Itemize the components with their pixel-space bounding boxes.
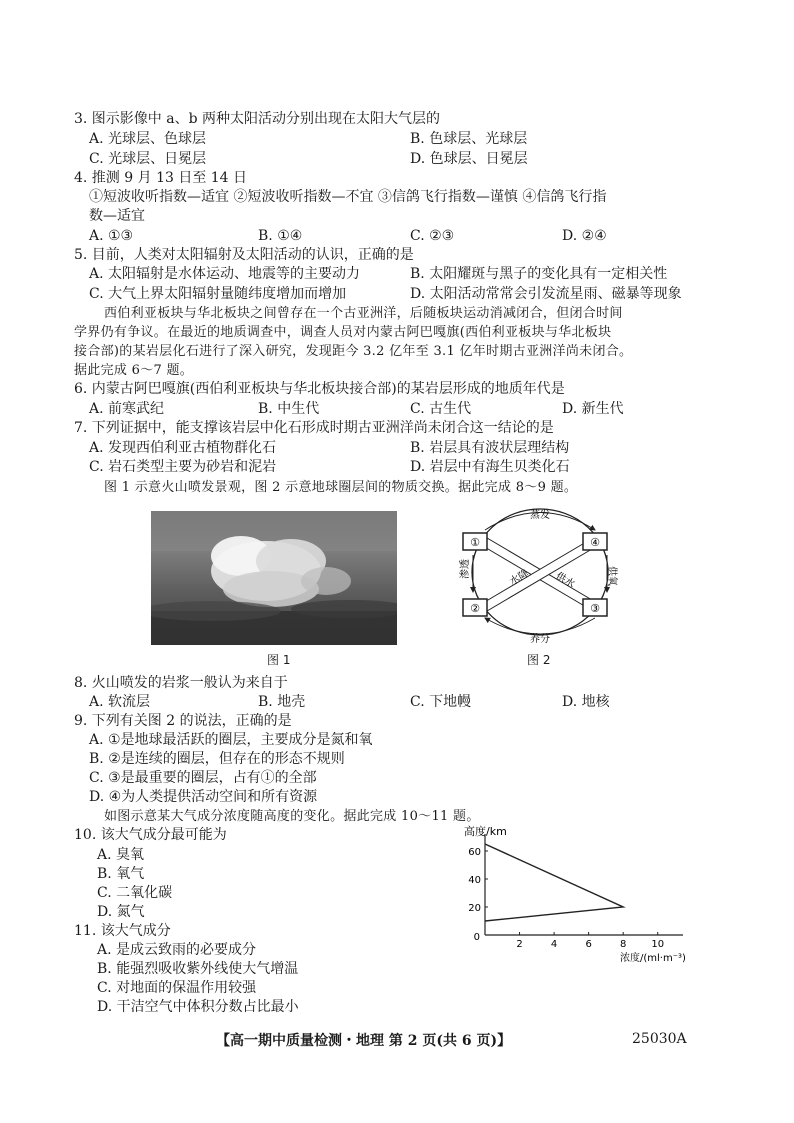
q11-stem: 11. 该大气成分 <box>74 923 171 939</box>
q4-stem: 4. 推测 9 月 13 日至 14 日 <box>74 170 248 186</box>
q10-stem: 10. 该大气成分最可能为 <box>74 827 227 843</box>
sphere-label-3: ③ <box>590 602 600 615</box>
chart-ylabel: 高度/km <box>464 825 507 838</box>
chart-x-tick-label: 8 <box>619 939 627 950</box>
q8-option-a: A. 软流层 <box>89 694 151 710</box>
label-precipitation: 水降 <box>507 568 531 588</box>
chart-series-line <box>485 844 623 921</box>
label-seepage: 渗透 <box>460 559 471 579</box>
q7-option-b: B. 岩层具有波状层理结构 <box>410 440 570 456</box>
volcano-eruption-photo <box>151 511 397 645</box>
chart-x-tick-label: 4 <box>550 939 558 950</box>
q8-option-b: B. 地壳 <box>258 694 306 710</box>
footer-code: 25030A <box>632 1031 687 1047</box>
q3-stem: 3. 图示影像中 a、b 两种太阳活动分别出现在太阳大气层的 <box>74 111 441 127</box>
intro-6-7-line3: 接合部)的某岩层化石进行了深入研究，发现距今 3.2 亿年至 3.1 亿年时期古亚洲洋尚未闭合。 <box>74 344 633 359</box>
sphere-exchange-diagram <box>455 500 625 650</box>
q5-option-b: B. 太阳耀斑与黑子的变化具有一定相关性 <box>410 266 668 282</box>
intro-6-7-line1: 西伯利亚板块与华北板块之间曾存在一个古亚洲洋，后随板块运动消减闭合，但闭合时间 <box>104 306 623 321</box>
q4-option-b: B. ①④ <box>258 228 303 244</box>
q9-option-d: D. ④为人类提供活动空间和所有资源 <box>89 789 318 805</box>
q6-option-a: A. 前寒武纪 <box>89 401 165 417</box>
sphere-label-2: ② <box>470 602 480 615</box>
q4-items-line2: 数—适宜 <box>89 208 145 224</box>
label-evaporation: 蒸发 <box>530 510 550 521</box>
q4-items-line1: ①短波收听指数—适宜 ②短波收听指数—不宜 ③信鸽飞行指数—谨慎 ④信鸽飞行指 <box>89 189 607 205</box>
sphere-label-1: ① <box>470 536 480 549</box>
chart-origin-label: 0 <box>473 932 480 943</box>
q9-option-a: A. ①是地球最活跃的圈层，主要成分是氮和氧 <box>89 732 373 748</box>
q7-option-c: C. 岩石类型主要为砂岩和泥岩 <box>89 459 277 475</box>
chart-y-tick-label: 40 <box>468 875 481 886</box>
q3-option-c: C. 光球层、日冕层 <box>89 151 207 167</box>
q5-option-c: C. 大气上界太阳辐射量随纬度增加而增加 <box>89 286 347 302</box>
q5-stem: 5. 目前，人类对太阳辐射及太阳活动的认识，正确的是 <box>74 247 414 263</box>
chart-y-tick-label: 60 <box>468 847 481 858</box>
q10-option-c: C. 二氧化碳 <box>97 885 173 901</box>
q4-option-a: A. ①③ <box>89 228 134 244</box>
q6-option-c: C. 古生代 <box>410 401 472 417</box>
q11-option-c: C. 对地面的保温作用较强 <box>97 980 257 996</box>
concentration-height-chart <box>450 822 700 967</box>
q6-option-d: D. 新生代 <box>562 401 624 417</box>
q4-option-d: D. ②④ <box>562 228 607 244</box>
q5-option-d: D. 太阳活动常常会引发流星雨、磁暴等现象 <box>410 286 682 302</box>
q8-option-d: D. 地核 <box>562 694 610 710</box>
intro-6-7-line2: 学界仍有争议。在最近的地质调查中，调查人员对内蒙古阿巴嘎旗(西伯利亚板块与华北板块 <box>74 325 612 340</box>
intro-10-11: 如图示意某大气成分浓度随高度的变化。据此完成 10～11 题。 <box>104 809 480 824</box>
q8-stem: 8. 火山喷发的岩浆一般认为来自于 <box>74 675 288 691</box>
q3-option-b: B. 色球层、光球层 <box>410 131 528 147</box>
q6-option-b: B. 中生代 <box>258 401 320 417</box>
chart-x-tick-label: 6 <box>585 939 592 950</box>
q4-option-c: C. ②③ <box>410 228 455 244</box>
chart-y-tick-label: 20 <box>468 903 481 914</box>
q6-stem: 6. 内蒙古阿巴嘎旗(西伯利亚板块与华北板块接合部)的某岩层形成的地质年代是 <box>74 381 565 397</box>
arrow-bottom <box>485 618 595 634</box>
q3-option-a: A. 光球层、色球层 <box>89 131 207 147</box>
q10-option-a: A. 臭氧 <box>97 847 145 863</box>
q9-stem: 9. 下列有关图 2 的说法，正确的是 <box>74 713 292 729</box>
q3-option-d: D. 色球层、日冕层 <box>410 151 528 167</box>
chart-x-tick-label: 2 <box>516 939 523 950</box>
q5-option-a: A. 太阳辐射是水体运动、地震等的主要动力 <box>89 266 361 282</box>
footer-title: 【高一期中质量检测・地理 第 2 页(共 6 页)】 <box>216 1033 512 1049</box>
fig2-caption: 图 2 <box>527 653 551 667</box>
sphere-label-4: ④ <box>590 536 600 549</box>
q9-option-c: C. ③是最重要的圈层，占有①的全部 <box>89 770 317 786</box>
q10-option-d: D. 氮气 <box>97 904 145 920</box>
q11-option-b: B. 能强烈吸收紫外线使大气增温 <box>97 961 299 977</box>
intro-6-7-line4: 据此完成 6～7 题。 <box>74 363 194 378</box>
fig1-caption: 图 1 <box>267 653 291 667</box>
chart-x-tick-label: 10 <box>651 939 665 950</box>
q11-option-a: A. 是成云致雨的必要成分 <box>97 942 257 958</box>
label-oxygen-supply: 供氧 <box>606 566 617 586</box>
q8-option-c: C. 下地幔 <box>410 694 472 710</box>
q9-option-b: B. ②是连续的圈层，但存在的形态不规则 <box>89 751 345 767</box>
label-nutrients: 养分 <box>530 634 550 645</box>
intro-8-9: 图 1 示意火山喷发景观，图 2 示意地球圈层间的物质交换。据此完成 8～9 题。 <box>104 480 578 495</box>
q10-option-b: B. 氧气 <box>97 866 145 882</box>
chart-xlabel: 浓度/(ml·m⁻³) <box>620 953 686 964</box>
q11-option-d: D. 干洁空气中体积分数占比最小 <box>97 999 299 1015</box>
q7-stem: 7. 下列证据中，能支撑该岩层中化石形成时期古亚洲洋尚未闭合这一结论的是 <box>74 420 554 436</box>
q7-option-a: A. 发现西伯利亚古植物群化石 <box>89 440 277 456</box>
q7-option-d: D. 岩层中有海生贝类化石 <box>410 459 570 475</box>
label-water-supply: 供水 <box>553 570 577 591</box>
